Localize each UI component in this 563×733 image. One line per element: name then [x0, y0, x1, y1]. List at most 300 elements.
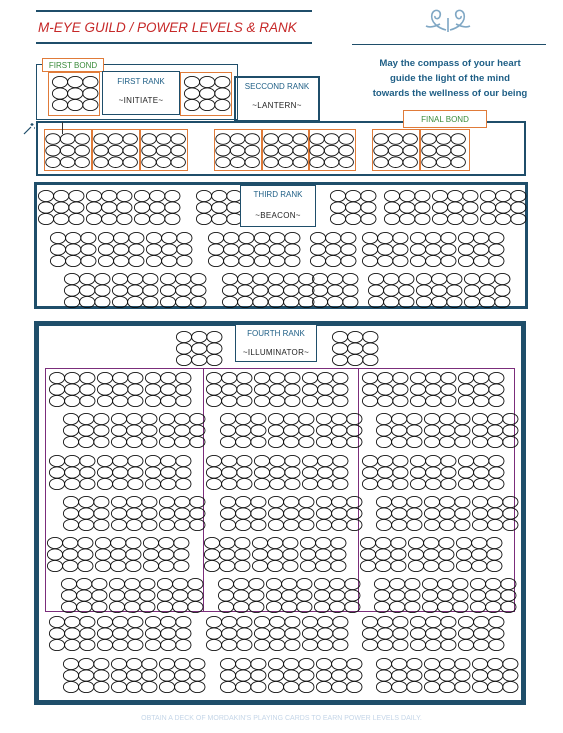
power-level-circle[interactable] — [80, 639, 95, 650]
power-level-circle[interactable] — [415, 190, 430, 201]
power-level-circle[interactable] — [68, 88, 83, 99]
power-level-circle[interactable] — [393, 639, 408, 650]
power-level-circle[interactable] — [145, 628, 160, 639]
power-level-circle[interactable] — [234, 601, 249, 612]
power-level-circle[interactable] — [393, 255, 408, 266]
power-level-circle[interactable] — [472, 496, 487, 507]
power-level-circle[interactable] — [98, 255, 113, 266]
power-level-circle[interactable] — [220, 681, 235, 692]
power-level-circle[interactable] — [79, 413, 94, 424]
power-level-circle[interactable] — [63, 425, 78, 436]
power-level-circle[interactable] — [390, 578, 405, 589]
power-level-circle[interactable] — [282, 601, 297, 612]
power-level-circle[interactable] — [165, 213, 180, 224]
power-level-circle[interactable] — [424, 413, 439, 424]
power-level-circle[interactable] — [142, 508, 157, 519]
power-level-circle[interactable] — [64, 273, 79, 284]
power-level-circle[interactable] — [220, 413, 235, 424]
power-level-circle[interactable] — [80, 285, 95, 296]
power-level-circle[interactable] — [489, 395, 504, 406]
power-level-circle[interactable] — [376, 658, 391, 669]
power-level-circle[interactable] — [432, 190, 447, 201]
power-level-circle[interactable] — [332, 496, 347, 507]
power-level-circle[interactable] — [316, 681, 331, 692]
power-level-circle[interactable] — [392, 681, 407, 692]
power-level-circle[interactable] — [284, 296, 299, 307]
power-level-circle[interactable] — [299, 496, 314, 507]
power-level-circle[interactable] — [237, 467, 252, 478]
power-level-circle[interactable] — [254, 255, 269, 266]
power-level-circle[interactable] — [408, 549, 423, 560]
power-level-circle[interactable] — [142, 681, 157, 692]
power-level-circle[interactable] — [376, 670, 391, 681]
power-level-circle[interactable] — [156, 157, 170, 168]
power-level-circle[interactable] — [254, 616, 269, 627]
power-level-circle[interactable] — [208, 255, 223, 266]
power-level-circle[interactable] — [360, 537, 375, 548]
power-level-circle[interactable] — [330, 601, 345, 612]
power-level-circle[interactable] — [424, 537, 439, 548]
power-level-circle[interactable] — [63, 658, 78, 669]
power-level-circle[interactable] — [332, 413, 347, 424]
power-level-circle[interactable] — [173, 590, 188, 601]
power-level-circle[interactable] — [391, 549, 406, 560]
power-level-circle[interactable] — [455, 425, 470, 436]
power-level-circle[interactable] — [80, 467, 95, 478]
power-level-circle[interactable] — [63, 681, 78, 692]
power-level-circle[interactable] — [486, 590, 501, 601]
power-level-circle[interactable] — [220, 425, 235, 436]
power-level-circle[interactable] — [161, 628, 176, 639]
power-level-circle[interactable] — [63, 670, 78, 681]
power-level-circle[interactable] — [94, 425, 109, 436]
power-level-circle[interactable] — [253, 296, 268, 307]
power-level-circle[interactable] — [268, 681, 283, 692]
power-level-circle[interactable] — [94, 681, 109, 692]
power-level-circle[interactable] — [332, 658, 347, 669]
power-level-circle[interactable] — [142, 145, 156, 156]
power-level-circle[interactable] — [174, 549, 189, 560]
power-level-circle[interactable] — [432, 296, 447, 307]
power-level-circle[interactable] — [117, 202, 132, 213]
power-level-circle[interactable] — [384, 213, 399, 224]
power-level-circle[interactable] — [176, 343, 191, 354]
power-level-circle[interactable] — [384, 202, 399, 213]
power-level-circle[interactable] — [441, 232, 456, 243]
power-level-circle[interactable] — [126, 549, 141, 560]
power-level-circle[interactable] — [480, 296, 495, 307]
power-level-circle[interactable] — [188, 578, 203, 589]
power-level-circle[interactable] — [83, 99, 98, 110]
power-level-circle[interactable] — [464, 296, 479, 307]
power-level-circle[interactable] — [60, 157, 74, 168]
power-level-circle[interactable] — [92, 578, 107, 589]
power-level-circle[interactable] — [145, 467, 160, 478]
power-level-circle[interactable] — [392, 670, 407, 681]
power-level-circle[interactable] — [441, 244, 456, 255]
power-level-circle[interactable] — [451, 145, 465, 156]
power-level-circle[interactable] — [125, 601, 140, 612]
power-level-circle[interactable] — [488, 436, 503, 447]
power-level-circle[interactable] — [270, 244, 285, 255]
power-level-circle[interactable] — [278, 145, 292, 156]
power-level-circle[interactable] — [127, 681, 142, 692]
power-level-circle[interactable] — [440, 658, 455, 669]
power-level-circle[interactable] — [207, 354, 222, 365]
power-level-circle[interactable] — [206, 384, 221, 395]
power-level-circle[interactable] — [204, 549, 219, 560]
power-level-circle[interactable] — [268, 425, 283, 436]
power-level-circle[interactable] — [316, 436, 331, 447]
power-level-circle[interactable] — [405, 578, 420, 589]
power-level-circle[interactable] — [388, 145, 402, 156]
power-level-circle[interactable] — [316, 519, 331, 530]
power-level-circle[interactable] — [117, 213, 132, 224]
power-level-circle[interactable] — [326, 244, 341, 255]
power-level-circle[interactable] — [113, 467, 128, 478]
power-level-circle[interactable] — [376, 560, 391, 571]
power-level-circle[interactable] — [399, 273, 414, 284]
power-level-circle[interactable] — [161, 616, 176, 627]
power-level-circle[interactable] — [392, 425, 407, 436]
power-level-circle[interactable] — [65, 478, 80, 489]
power-level-circle[interactable] — [489, 244, 504, 255]
power-level-circle[interactable] — [310, 255, 325, 266]
power-level-circle[interactable] — [285, 478, 300, 489]
power-level-circle[interactable] — [254, 395, 269, 406]
power-level-circle[interactable] — [176, 331, 191, 342]
power-level-circle[interactable] — [143, 549, 158, 560]
power-level-circle[interactable] — [206, 628, 221, 639]
power-level-circle[interactable] — [455, 658, 470, 669]
power-level-circle[interactable] — [80, 395, 95, 406]
power-level-circle[interactable] — [245, 134, 259, 145]
power-level-circle[interactable] — [159, 560, 174, 571]
power-level-circle[interactable] — [190, 413, 205, 424]
power-level-circle[interactable] — [49, 478, 64, 489]
power-level-circle[interactable] — [49, 628, 64, 639]
power-level-circle[interactable] — [316, 670, 331, 681]
power-level-circle[interactable] — [174, 560, 189, 571]
power-level-circle[interactable] — [326, 255, 341, 266]
power-level-circle[interactable] — [343, 273, 358, 284]
power-level-circle[interactable] — [78, 549, 93, 560]
power-level-circle[interactable] — [285, 467, 300, 478]
power-level-circle[interactable] — [236, 496, 251, 507]
power-level-circle[interactable] — [176, 467, 191, 478]
power-level-circle[interactable] — [94, 519, 109, 530]
power-level-circle[interactable] — [97, 384, 112, 395]
power-level-circle[interactable] — [176, 616, 191, 627]
power-level-circle[interactable] — [206, 639, 221, 650]
power-level-circle[interactable] — [333, 395, 348, 406]
power-level-circle[interactable] — [285, 372, 300, 383]
power-level-circle[interactable] — [95, 549, 110, 560]
power-level-circle[interactable] — [46, 145, 60, 156]
power-level-circle[interactable] — [448, 213, 463, 224]
power-level-circle[interactable] — [102, 213, 117, 224]
power-level-circle[interactable] — [440, 670, 455, 681]
power-level-circle[interactable] — [284, 285, 299, 296]
power-level-circle[interactable] — [310, 134, 324, 145]
power-level-circle[interactable] — [268, 285, 283, 296]
power-level-circle[interactable] — [125, 578, 140, 589]
power-level-circle[interactable] — [237, 639, 252, 650]
power-level-circle[interactable] — [378, 384, 393, 395]
power-level-circle[interactable] — [438, 578, 453, 589]
power-level-circle[interactable] — [222, 639, 237, 650]
power-level-circle[interactable] — [440, 425, 455, 436]
power-level-circle[interactable] — [347, 413, 362, 424]
power-level-circle[interactable] — [393, 232, 408, 243]
power-level-circle[interactable] — [464, 273, 479, 284]
power-level-circle[interactable] — [361, 202, 376, 213]
power-level-circle[interactable] — [63, 436, 78, 447]
power-level-circle[interactable] — [378, 232, 393, 243]
power-level-circle[interactable] — [362, 384, 377, 395]
power-level-circle[interactable] — [432, 273, 447, 284]
power-level-circle[interactable] — [97, 616, 112, 627]
power-level-circle[interactable] — [60, 145, 74, 156]
power-level-circle[interactable] — [145, 395, 160, 406]
power-level-circle[interactable] — [254, 384, 269, 395]
power-level-circle[interactable] — [175, 508, 190, 519]
power-level-circle[interactable] — [426, 616, 441, 627]
power-level-circle[interactable] — [489, 467, 504, 478]
power-level-circle[interactable] — [52, 76, 67, 87]
power-level-circle[interactable] — [489, 639, 504, 650]
power-level-circle[interactable] — [339, 157, 353, 168]
power-level-circle[interactable] — [157, 590, 172, 601]
power-level-circle[interactable] — [316, 658, 331, 669]
power-level-circle[interactable] — [374, 145, 388, 156]
power-level-circle[interactable] — [65, 616, 80, 627]
power-level-circle[interactable] — [46, 134, 60, 145]
power-level-circle[interactable] — [458, 455, 473, 466]
power-level-circle[interactable] — [237, 384, 252, 395]
power-level-circle[interactable] — [299, 273, 314, 284]
power-level-circle[interactable] — [159, 436, 174, 447]
power-level-circle[interactable] — [470, 590, 485, 601]
power-level-circle[interactable] — [113, 384, 128, 395]
power-level-circle[interactable] — [503, 658, 518, 669]
power-level-circle[interactable] — [220, 549, 235, 560]
power-level-circle[interactable] — [284, 681, 299, 692]
power-level-circle[interactable] — [362, 232, 377, 243]
power-level-circle[interactable] — [75, 134, 89, 145]
power-level-circle[interactable] — [316, 560, 331, 571]
power-level-circle[interactable] — [480, 202, 495, 213]
power-level-circle[interactable] — [75, 157, 89, 168]
power-level-circle[interactable] — [140, 601, 155, 612]
power-level-circle[interactable] — [293, 134, 307, 145]
power-level-circle[interactable] — [145, 372, 160, 383]
power-level-circle[interactable] — [264, 145, 278, 156]
power-level-circle[interactable] — [299, 519, 314, 530]
power-level-circle[interactable] — [111, 425, 126, 436]
power-level-circle[interactable] — [150, 190, 165, 201]
power-level-circle[interactable] — [69, 202, 84, 213]
power-level-circle[interactable] — [238, 296, 253, 307]
power-level-circle[interactable] — [405, 590, 420, 601]
power-level-circle[interactable] — [191, 296, 206, 307]
power-level-circle[interactable] — [393, 478, 408, 489]
power-level-circle[interactable] — [503, 670, 518, 681]
power-level-circle[interactable] — [480, 273, 495, 284]
power-level-circle[interactable] — [65, 384, 80, 395]
power-level-circle[interactable] — [441, 395, 456, 406]
power-level-circle[interactable] — [108, 145, 122, 156]
power-level-circle[interactable] — [134, 202, 149, 213]
power-level-circle[interactable] — [489, 455, 504, 466]
power-level-circle[interactable] — [422, 134, 436, 145]
power-level-circle[interactable] — [458, 639, 473, 650]
power-level-circle[interactable] — [312, 273, 327, 284]
power-level-circle[interactable] — [302, 639, 317, 650]
power-level-circle[interactable] — [393, 455, 408, 466]
power-level-circle[interactable] — [254, 232, 269, 243]
power-level-circle[interactable] — [111, 508, 126, 519]
power-level-circle[interactable] — [463, 213, 478, 224]
power-level-circle[interactable] — [458, 255, 473, 266]
power-level-circle[interactable] — [126, 560, 141, 571]
power-level-circle[interactable] — [362, 628, 377, 639]
power-level-circle[interactable] — [50, 232, 65, 243]
power-level-circle[interactable] — [142, 670, 157, 681]
power-level-circle[interactable] — [360, 560, 375, 571]
power-level-circle[interactable] — [378, 395, 393, 406]
power-level-circle[interactable] — [63, 549, 78, 560]
power-level-circle[interactable] — [503, 413, 518, 424]
power-level-circle[interactable] — [251, 425, 266, 436]
power-level-circle[interactable] — [374, 134, 388, 145]
power-level-circle[interactable] — [455, 496, 470, 507]
power-level-circle[interactable] — [503, 508, 518, 519]
power-level-circle[interactable] — [177, 255, 192, 266]
power-level-circle[interactable] — [400, 190, 415, 201]
power-level-circle[interactable] — [441, 372, 456, 383]
power-level-circle[interactable] — [270, 616, 285, 627]
power-level-circle[interactable] — [145, 478, 160, 489]
power-level-circle[interactable] — [171, 145, 185, 156]
power-level-circle[interactable] — [410, 244, 425, 255]
power-level-circle[interactable] — [80, 384, 95, 395]
power-level-circle[interactable] — [332, 343, 347, 354]
power-level-circle[interactable] — [175, 413, 190, 424]
power-level-circle[interactable] — [270, 628, 285, 639]
power-level-circle[interactable] — [270, 372, 285, 383]
power-level-circle[interactable] — [408, 560, 423, 571]
power-level-circle[interactable] — [128, 285, 143, 296]
power-level-circle[interactable] — [441, 616, 456, 627]
power-level-circle[interactable] — [190, 519, 205, 530]
power-level-circle[interactable] — [127, 425, 142, 436]
power-level-circle[interactable] — [474, 455, 489, 466]
power-level-circle[interactable] — [332, 519, 347, 530]
power-level-circle[interactable] — [270, 384, 285, 395]
power-level-circle[interactable] — [455, 681, 470, 692]
power-level-circle[interactable] — [316, 425, 331, 436]
power-level-circle[interactable] — [302, 395, 317, 406]
power-level-circle[interactable] — [284, 670, 299, 681]
power-level-circle[interactable] — [285, 232, 300, 243]
power-level-circle[interactable] — [165, 202, 180, 213]
power-level-circle[interactable] — [222, 616, 237, 627]
power-level-circle[interactable] — [254, 455, 269, 466]
power-level-circle[interactable] — [80, 296, 95, 307]
power-level-circle[interactable] — [268, 413, 283, 424]
power-level-circle[interactable] — [159, 413, 174, 424]
power-level-circle[interactable] — [49, 455, 64, 466]
power-level-circle[interactable] — [94, 658, 109, 669]
power-level-circle[interactable] — [328, 273, 343, 284]
power-level-circle[interactable] — [222, 467, 237, 478]
power-level-circle[interactable] — [378, 255, 393, 266]
power-level-circle[interactable] — [282, 590, 297, 601]
power-level-circle[interactable] — [474, 478, 489, 489]
power-level-circle[interactable] — [220, 496, 235, 507]
power-level-circle[interactable] — [75, 145, 89, 156]
power-level-circle[interactable] — [222, 628, 237, 639]
power-level-circle[interactable] — [285, 395, 300, 406]
power-level-circle[interactable] — [343, 285, 358, 296]
power-level-circle[interactable] — [407, 413, 422, 424]
power-level-circle[interactable] — [456, 537, 471, 548]
power-level-circle[interactable] — [270, 395, 285, 406]
power-level-circle[interactable] — [190, 425, 205, 436]
power-level-circle[interactable] — [173, 578, 188, 589]
power-level-circle[interactable] — [143, 296, 158, 307]
power-level-circle[interactable] — [239, 232, 254, 243]
power-level-circle[interactable] — [268, 508, 283, 519]
power-level-circle[interactable] — [439, 537, 454, 548]
power-level-circle[interactable] — [392, 519, 407, 530]
power-level-circle[interactable] — [333, 616, 348, 627]
power-level-circle[interactable] — [489, 384, 504, 395]
power-level-circle[interactable] — [312, 285, 327, 296]
power-level-circle[interactable] — [129, 232, 144, 243]
power-level-circle[interactable] — [408, 537, 423, 548]
power-level-circle[interactable] — [378, 628, 393, 639]
power-level-circle[interactable] — [220, 658, 235, 669]
power-level-circle[interactable] — [251, 496, 266, 507]
power-level-circle[interactable] — [125, 590, 140, 601]
power-level-circle[interactable] — [206, 478, 221, 489]
power-level-circle[interactable] — [393, 372, 408, 383]
power-level-circle[interactable] — [424, 519, 439, 530]
power-level-circle[interactable] — [159, 658, 174, 669]
power-level-circle[interactable] — [458, 628, 473, 639]
power-level-circle[interactable] — [111, 496, 126, 507]
power-level-circle[interactable] — [142, 496, 157, 507]
power-level-circle[interactable] — [453, 590, 468, 601]
power-level-circle[interactable] — [330, 590, 345, 601]
power-level-circle[interactable] — [440, 681, 455, 692]
power-level-circle[interactable] — [489, 628, 504, 639]
power-level-circle[interactable] — [114, 232, 129, 243]
power-level-circle[interactable] — [368, 273, 383, 284]
power-level-circle[interactable] — [220, 436, 235, 447]
power-level-circle[interactable] — [156, 134, 170, 145]
power-level-circle[interactable] — [190, 496, 205, 507]
power-level-circle[interactable] — [49, 395, 64, 406]
power-level-circle[interactable] — [111, 670, 126, 681]
power-level-circle[interactable] — [438, 590, 453, 601]
power-level-circle[interactable] — [92, 590, 107, 601]
power-level-circle[interactable] — [376, 496, 391, 507]
power-level-circle[interactable] — [474, 244, 489, 255]
power-level-circle[interactable] — [299, 425, 314, 436]
